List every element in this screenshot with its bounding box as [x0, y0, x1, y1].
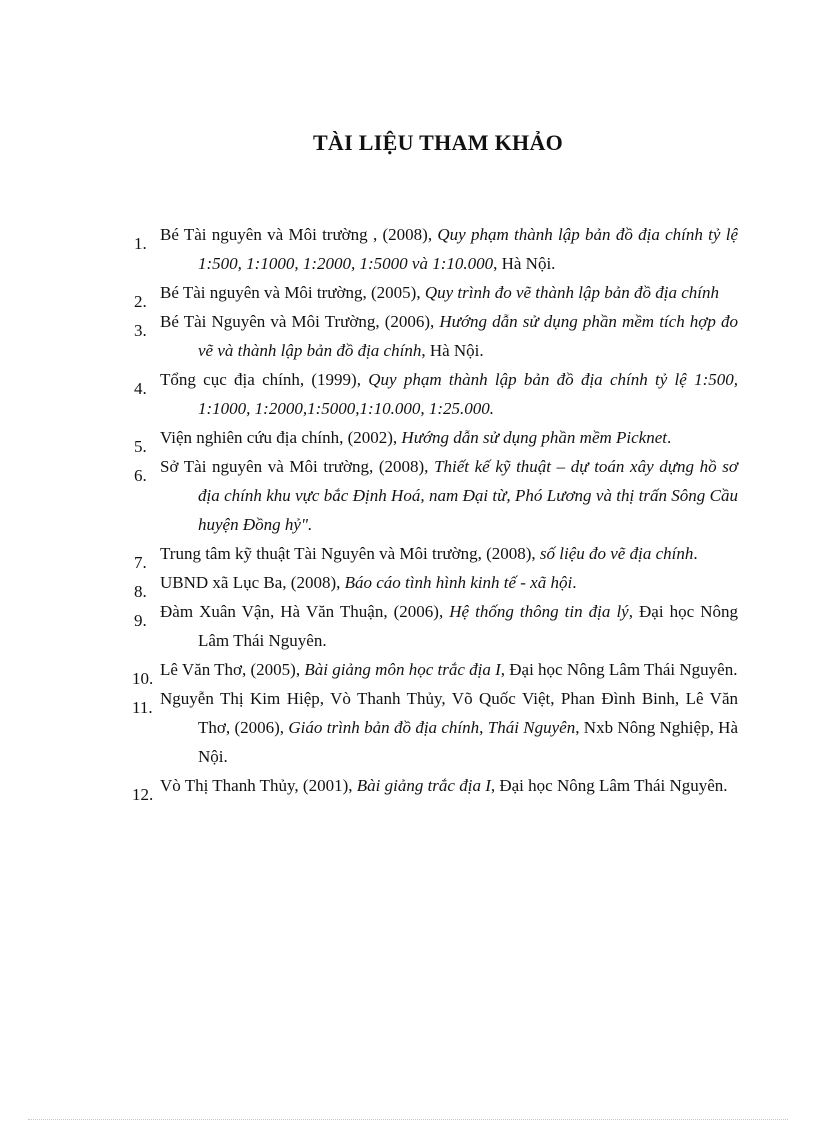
reference-tail: , Đại học Nông Lâm Thái Nguyên.: [490, 776, 728, 795]
reference-item: [134, 307, 738, 365]
reference-list: [132, 220, 738, 804]
reference-number: 12.: [132, 785, 154, 804]
reference-title: Hệ thống thông tin địa lý: [449, 602, 629, 621]
reference-item: [134, 278, 738, 311]
reference-item: [132, 655, 738, 688]
reference-title: Báo cáo tình hình kinh tế - xã hội: [344, 573, 573, 592]
reference-title: Hướng dẫn sử dụng phần mềm tích hợp đo vẽ và thành lập bản đồ địa chính: [198, 312, 738, 360]
reference-tail: , Đại học Nông Lâm Thái Nguyên.: [198, 602, 738, 650]
reference-item: [134, 568, 738, 601]
reference-item: [134, 539, 738, 572]
reference-number: 6.: [134, 466, 147, 485]
reference-item: [134, 423, 738, 456]
reference-item: [132, 684, 738, 771]
reference-item: [134, 452, 738, 539]
reference-author: Nguyễn Thị Kim Hiệp, Vò Thanh Thủy, Võ Quốc Việt, Phan Đình Binh, Lê Văn Thơ, (2006),: [160, 689, 738, 737]
reference-author: Trung tâm kỹ thuật Tài Nguyên và Môi trường, (2008),: [160, 544, 540, 563]
reference-item: [132, 771, 738, 804]
reference-number: 4.: [134, 379, 147, 398]
reference-title: Quy trình đo vẽ thành lập bản đồ địa chính: [424, 283, 719, 302]
reference-author: Đàm Xuân Vận, Hà Văn Thuận, (2006),: [160, 602, 450, 621]
reference-title: Bài giảng trắc địa I: [356, 776, 491, 795]
reference-tail: , Hà Nội.: [421, 341, 484, 360]
page-title: TÀI LIỆU THAM KHẢO: [312, 130, 564, 155]
reference-number: 9.: [134, 611, 147, 630]
reference-number: 8.: [134, 582, 147, 601]
reference-item: [134, 597, 738, 655]
reference-title: Bài giảng môn học trắc địa I: [304, 660, 501, 679]
reference-author: Lê Văn Thơ, (2005),: [160, 660, 305, 679]
reference-author: Sở Tài nguyên và Môi trường, (2008),: [160, 457, 435, 476]
reference-title: Hướng dẫn sử dụng phần mềm Picknet: [401, 428, 667, 447]
reference-tail: .: [667, 428, 672, 447]
reference-author: Bé Tài Nguyên và Môi Trường, (2006),: [160, 312, 440, 331]
reference-title: Thiết kế kỹ thuật – dự toán xây dựng hồ sơ địa chính khu vực bắc Định Hoá, nam Đại từ, Phó Lương và thị trấn Sông Cầu huyện Đồng hỷ".: [198, 457, 738, 534]
page-bottom-divider: [28, 1119, 788, 1120]
reference-number: 5.: [134, 437, 147, 456]
reference-author: Vò Thị Thanh Thủy, (2001),: [160, 776, 357, 795]
reference-number: 11.: [132, 698, 153, 717]
reference-tail: , Đại học Nông Lâm Thái Nguyên.: [500, 660, 738, 679]
reference-item: [134, 365, 738, 423]
reference-number: 2.: [134, 292, 147, 311]
reference-item: [134, 220, 738, 278]
reference-number: 3.: [134, 321, 147, 340]
reference-title: số liệu đo vẽ địa chính: [539, 544, 694, 563]
reference-author: Viện nghiên cứu địa chính, (2002),: [160, 428, 402, 447]
reference-title: Giáo trình bản đồ địa chính, Thái Nguyên: [288, 718, 576, 737]
reference-title: Quy phạm thành lập bản đồ địa chính tỷ lệ 1:500, 1:1000, 1:2000, 1:5000 và 1:10.000: [198, 225, 738, 273]
reference-author: Bé Tài nguyên và Môi trường , (2008),: [160, 225, 438, 244]
reference-title: Quy phạm thành lập bản đồ địa chính tỷ lệ 1:500, 1:1000, 1:2000,1:5000,1:10.000, 1:25.000.: [198, 370, 738, 418]
reference-tail: , Hà Nội.: [493, 254, 556, 273]
reference-tail: , Nxb Nông Nghiệp, Hà Nội.: [198, 718, 738, 766]
reference-author: Tổng cục địa chính, (1999),: [160, 370, 369, 389]
reference-number: 10.: [132, 669, 154, 688]
reference-tail: .: [572, 573, 577, 592]
reference-tail: .: [693, 544, 698, 563]
reference-author: Bé Tài nguyên và Môi trường, (2005),: [160, 283, 425, 302]
reference-number: 7.: [134, 553, 147, 572]
reference-author: UBND xã Lục Ba, (2008),: [160, 573, 345, 592]
reference-number: 1.: [134, 234, 147, 253]
